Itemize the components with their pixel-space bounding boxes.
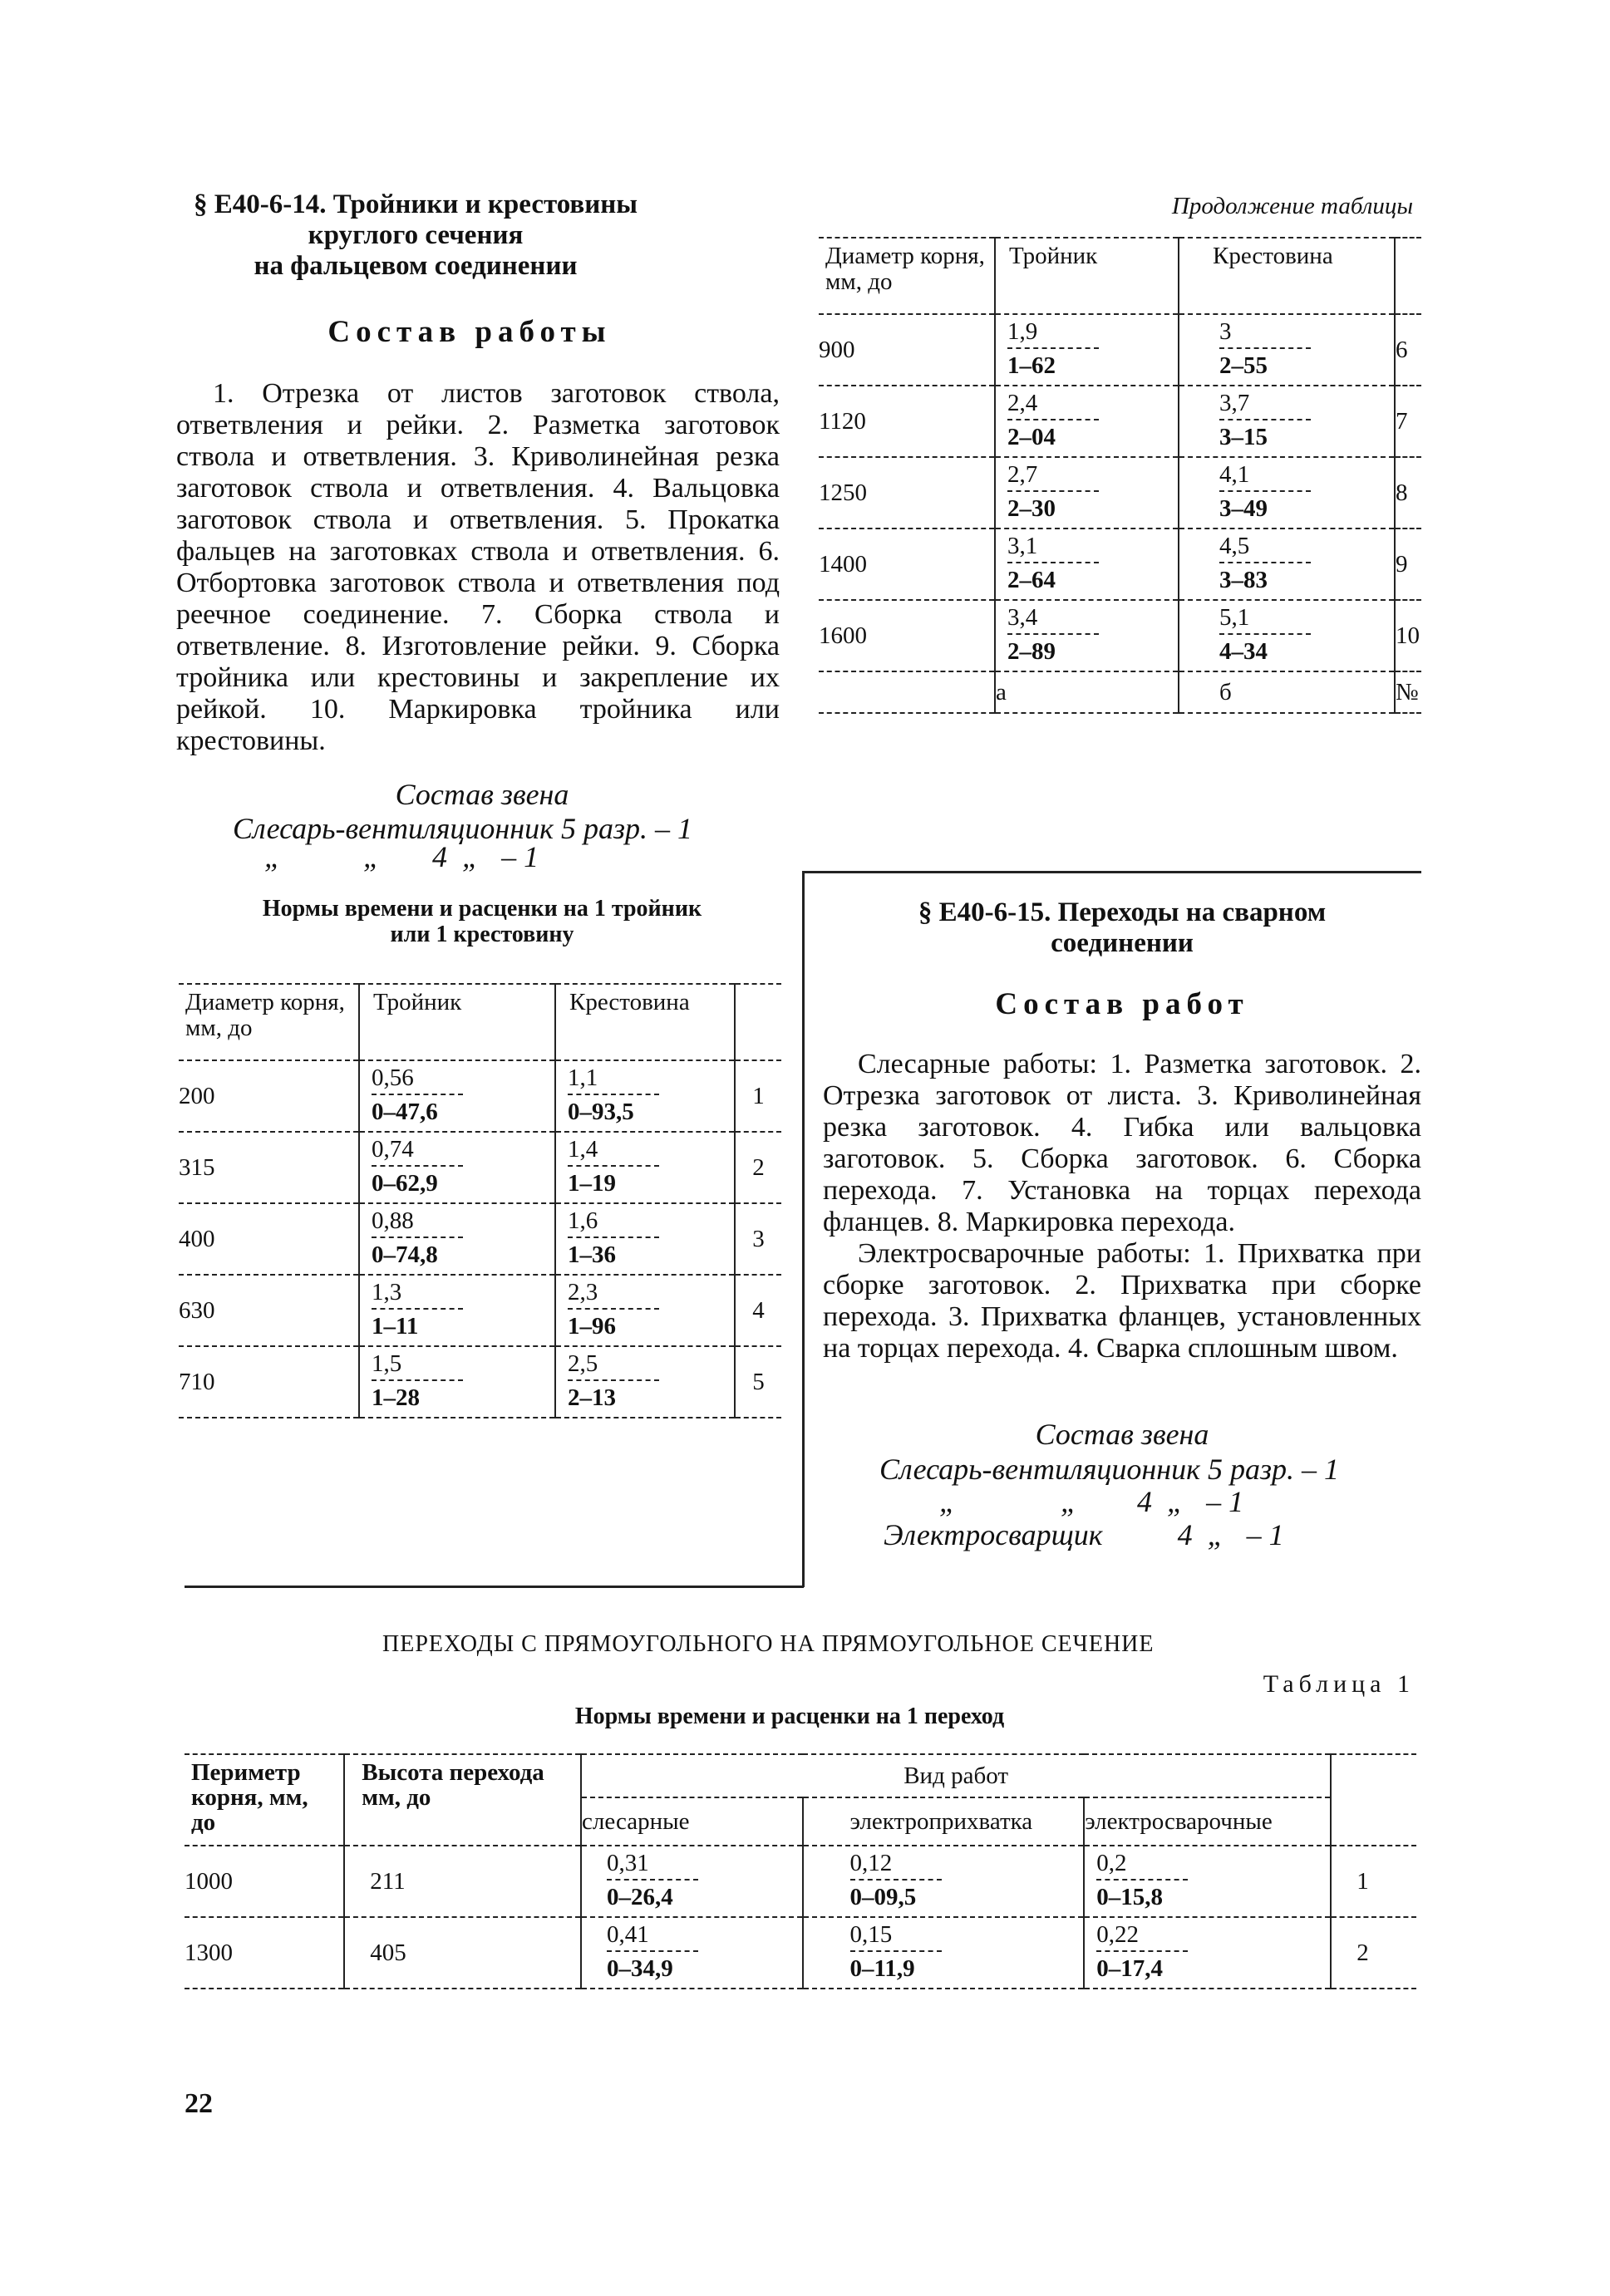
norms-heading-bottom: Нормы времени и расценки на 1 переход bbox=[574, 1704, 1005, 1729]
right-norms-table bbox=[819, 237, 1421, 714]
work-heading-right: Состав работ bbox=[995, 987, 1249, 1021]
table-header-row bbox=[185, 1754, 1416, 1797]
col-header-num bbox=[735, 984, 781, 1060]
table-footer-row: а б № bbox=[819, 671, 1421, 713]
frame-rule-vertical bbox=[802, 871, 805, 1587]
col-header-diameter: Диаметр корня, мм, до bbox=[819, 238, 995, 314]
table-header-row bbox=[819, 238, 1421, 314]
col-header-locksmith: слесарные bbox=[581, 1797, 802, 1846]
crew-heading-left: Состав звена bbox=[395, 778, 569, 811]
table-row: 900 1,9 1–62 3 2–55 6 bbox=[819, 314, 1421, 386]
table-row: 1000 211 0,31 0–26,4 0,12 0–09,5 0,2 0–15,8 1 bbox=[185, 1846, 1416, 1917]
col-header-num bbox=[1395, 238, 1421, 314]
norms-heading-left: Нормы времени и расценки на 1 тройник или 1 крестовину bbox=[262, 896, 702, 947]
continuation-label: Продолжение таблицы bbox=[1171, 193, 1413, 219]
col-header-cross: Крестовина bbox=[1179, 238, 1395, 314]
col-header-height: Высота перехода мм, до bbox=[344, 1754, 581, 1846]
work-heading-left: Состав работы bbox=[327, 315, 612, 349]
table-row: 1600 3,4 2–89 5,1 4–34 10 bbox=[819, 600, 1421, 671]
table-row: 630 1,3 1–11 2,3 1–96 4 bbox=[179, 1275, 781, 1346]
col-header-welding: электросварочные bbox=[1084, 1797, 1331, 1846]
left-norms-table bbox=[179, 983, 781, 1418]
crew-line-right-2: „ „ 4 „ – 1 bbox=[939, 1485, 1244, 1518]
crew-heading-right: Состав звена bbox=[1035, 1418, 1209, 1451]
frame-rule-bottom-left bbox=[185, 1586, 804, 1588]
bottom-norms-table bbox=[185, 1753, 1416, 1989]
table-label: Таблица 1 bbox=[1263, 1670, 1415, 1698]
table-row: 1300 405 0,41 0–34,9 0,15 0–11,9 0,22 0–17,4 2 bbox=[185, 1917, 1416, 1989]
table-row: 1400 3,1 2–64 4,5 3–83 9 bbox=[819, 529, 1421, 600]
frame-rule-top-right bbox=[802, 871, 1421, 873]
table-row: 200 0,56 0–47,6 1,1 0–93,5 1 bbox=[179, 1060, 781, 1132]
col-header-tee: Тройник bbox=[995, 238, 1179, 314]
page-number: 22 bbox=[185, 2088, 213, 2119]
table-row: 1250 2,7 2–30 4,1 3–49 8 bbox=[819, 457, 1421, 529]
bottom-section-title: ПЕРЕХОДЫ С ПРЯМОУГОЛЬНОГО НА ПРЯМОУГОЛЬНОЕ СЕЧЕНИЕ bbox=[382, 1631, 1155, 1657]
crew-line-left-1: Слесарь-вентиляционник 5 разр. – 1 bbox=[233, 812, 693, 845]
col-header-tee: Тройник bbox=[359, 984, 555, 1060]
col-header-kind: Вид работ bbox=[581, 1754, 1331, 1797]
section-title-e40-6-15: § Е40-6-15. Переходы на сварном соединении bbox=[918, 897, 1327, 958]
crew-line-right-1: Слесарь-вентиляционник 5 разр. – 1 bbox=[879, 1453, 1340, 1486]
table-header-row bbox=[179, 984, 781, 1060]
crew-line-left-2: „ „ 4 „ – 1 bbox=[264, 840, 539, 873]
col-header-cross: Крестовина bbox=[555, 984, 735, 1060]
crew-line-right-3: Электросварщик 4 „ – 1 bbox=[884, 1518, 1284, 1551]
col-header-tack: электроприхватка bbox=[803, 1797, 1085, 1846]
work-text-right-2: Электросварочные работы: 1. Прихватка при сборке заготовок. 2. Прихватка при сборке перехода. 3. Прихватка фланцев, установленных на торцах перехода. 4. Сварка сплошным швом. bbox=[823, 1238, 1421, 1364]
table-row: 315 0,74 0–62,9 1,4 1–19 2 bbox=[179, 1132, 781, 1203]
section-title-e40-6-14: § Е40-6-14. Тройники и крестовины круглого сечения на фальцевом соединении bbox=[193, 189, 638, 281]
col-header-diameter: Диаметр корня, мм, до bbox=[179, 984, 359, 1060]
table-row: 400 0,88 0–74,8 1,6 1–36 3 bbox=[179, 1203, 781, 1275]
work-text-right-1: Слесарные работы: 1. Разметка заготовок. 2. Отрезка заготовок от листа. 3. Криволинейная резка заготовок. 4. Гибка или вальцовка заготовок. 5. Сборка заготовок. 6. Сборка перехода. 7. Установка на торцах перехода фланцев. 8. Маркировка перехода. bbox=[823, 1049, 1421, 1237]
col-header-perimeter: Периметр корня, мм, до bbox=[185, 1754, 344, 1846]
work-text-left: 1. Отрезка от листов заготовок ствола, ответвления и рейки. 2. Разметка заготовок ствола и ответвления. 3. Криволинейная резка заготовок ствола и ответвления. 4. Вальцовка заготовок ствола и ответвления. 5. Прокатка фальцев на заготовках ствола и ответвления. 6. Отбортовка заготовок ствола и ответвления под реечное соединение. 7. Сборка ствола и ответвление. 8. Изготовление рейки. 9. Сборка тройника или крестовины и закрепление их рейкой. 10. Маркировка тройника или крестовины. bbox=[176, 378, 780, 756]
table-row: 1120 2,4 2–04 3,7 3–15 7 bbox=[819, 386, 1421, 457]
table-row: 710 1,5 1–28 2,5 2–13 5 bbox=[179, 1346, 781, 1418]
